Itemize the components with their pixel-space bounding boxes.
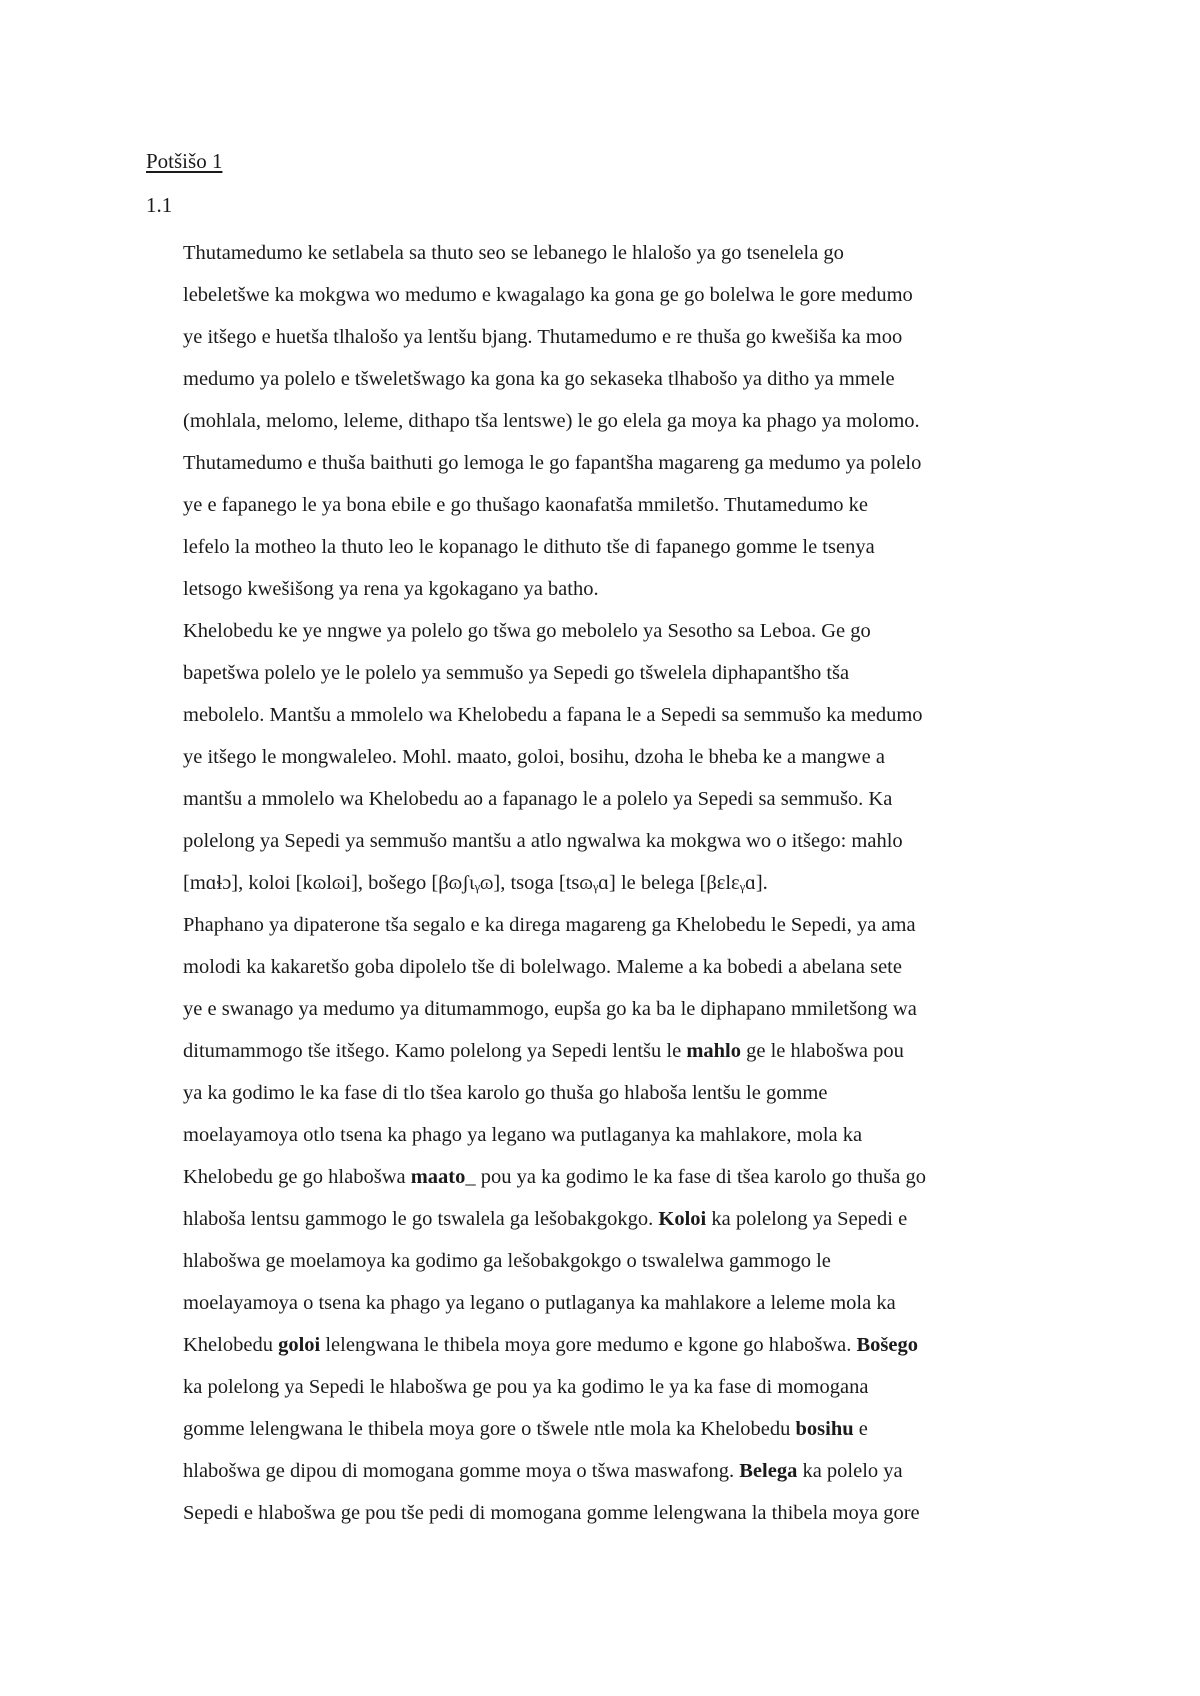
body-text: [183, 232, 1073, 1534]
text-segment: ye e swanago ya medumo ya ditumammogo, eupša go ka ba le diphapano mmiletšong wa: [183, 998, 917, 1020]
text-segment: Thutamedumo e thuša baithuti go lemoga le go fapantšha magareng ga medumo ya polelo: [183, 452, 922, 474]
bold-term: goloi: [278, 1334, 321, 1356]
text-segment: moelayamoya o tsena ka phago ya legano o putlaganya ka mahlakore a leleme mola ka: [183, 1292, 896, 1314]
text-segment: medumo ya polelo e tšweletšwago ka gona ka go sekaseka tlhabošo ya ditho ya mmele: [183, 368, 895, 390]
text-segment: lelengwana le thibela moya gore medumo e kgone go hlabošwa.: [320, 1334, 857, 1356]
text-segment: molodi ka kakaretšo goba dipolelo tše di bolelwago. Maleme a ka bobedi a abelana sete: [183, 956, 902, 978]
text-line: [183, 1324, 1073, 1366]
bold-term: Koloi: [658, 1208, 707, 1230]
text-segment: Khelobedu ge go hlabošwa: [183, 1166, 411, 1188]
text-segment: Phaphano ya dipaterone tša segalo e ka direga magareng ga Khelobedu le Sepedi, ya ama: [183, 914, 916, 936]
text-segment: Thutamedumo ke setlabela sa thuto seo se lebanego le hlalošo ya go tsenelela go: [183, 242, 844, 264]
text-segment: e: [853, 1418, 868, 1440]
bold-term: Bošego: [856, 1334, 918, 1356]
text-line: [183, 358, 1073, 400]
text-segment: mebolelo. Mantšu a mmolelo wa Khelobedu a fapana le a Sepedi sa semmušo ka medumo: [183, 704, 923, 726]
bold-term: Belega: [739, 1460, 798, 1482]
text-line: [183, 526, 1073, 568]
text-segment: (mohlala, melomo, leleme, dithapo tša lentswe) le go elela ga moya ka phago ya molomo.: [183, 410, 920, 432]
text-line: [183, 1030, 1073, 1072]
text-line: [183, 400, 1073, 442]
text-segment: hlaboša lentsu gammogo le go tswalela ga lešobakgokgo.: [183, 1208, 659, 1230]
text-line: [183, 1072, 1073, 1114]
text-line: [183, 652, 1073, 694]
text-segment: hlabošwa ge dipou di momogana gomme moya o tšwa maswafong.: [183, 1460, 740, 1482]
text-segment: ye itšego le mongwaleleo. Mohl. maato, goloi, bosihu, dzoha le bheba ke a mangwe a: [183, 746, 885, 768]
text-line: [183, 778, 1073, 820]
section-heading: Potšišo 1: [146, 149, 223, 173]
text-segment: lebeletšwe ka mokgwa wo medumo e kwagalago ka gona ge go bolelwa le gore medumo: [183, 284, 913, 306]
text-segment: letsogo kwešišong ya rena ya kgokagano ya batho.: [183, 578, 599, 600]
text-line: [183, 1282, 1073, 1324]
subsection-number: 1.1: [146, 193, 173, 217]
text-line: [183, 1450, 1073, 1492]
text-line: [183, 904, 1073, 946]
text-segment: _ pou ya ka godimo le ka fase di tšea karolo go thuša go: [465, 1166, 926, 1188]
text-segment: [mɑɬɔ], koloi [kɷlɷi], bošego [βɷʃɩᵧɷ], tsoga [tsɷᵧɑ] le belega [βɛlɛᵧɑ].: [183, 872, 768, 894]
text-line: [183, 1492, 1073, 1534]
text-line: [183, 946, 1073, 988]
text-segment: ge le hlabošwa pou: [741, 1040, 904, 1062]
text-segment: lefelo la motheo la thuto leo le kopanago le dithuto tše di fapanego gomme le tsenya: [183, 536, 875, 558]
text-segment: ditumammogo tše itšego. Kamo polelong ya Sepedi lentšu le: [183, 1040, 687, 1062]
text-line: [183, 568, 1073, 610]
text-line: [183, 988, 1073, 1030]
text-segment: polelong ya Sepedi ya semmušo mantšu a atlo ngwalwa ka mokgwa wo o itšego: mahlo: [183, 830, 903, 852]
text-line: [183, 820, 1073, 862]
text-line: [183, 862, 1073, 904]
text-line: [183, 610, 1073, 652]
text-segment: Sepedi e hlabošwa ge pou tše pedi di momogana gomme lelengwana la thibela moya gore: [183, 1502, 920, 1524]
text-line: [183, 1240, 1073, 1282]
bold-term: bosihu: [795, 1418, 854, 1440]
text-line: [183, 1114, 1073, 1156]
text-line: [183, 442, 1073, 484]
text-line: [183, 1408, 1073, 1450]
text-line: [183, 736, 1073, 778]
text-segment: bapetšwa polelo ye le polelo ya semmušo ya Sepedi go tšwelela diphapantšho tša: [183, 662, 850, 684]
text-line: [183, 316, 1073, 358]
bold-term: maato: [410, 1166, 466, 1188]
text-segment: gomme lelengwana le thibela moya gore o tšwele ntle mola ka Khelobedu: [183, 1418, 796, 1440]
text-line: [183, 484, 1073, 526]
text-line: [183, 694, 1073, 736]
text-line: [183, 1156, 1073, 1198]
text-line: [183, 1366, 1073, 1408]
text-segment: ya ka godimo le ka fase di tlo tšea karolo go thuša go hlaboša lentšu le gomme: [183, 1082, 828, 1104]
text-segment: hlabošwa ge moelamoya ka godimo ga lešobakgokgo o tswalelwa gammogo le: [183, 1250, 831, 1272]
text-segment: Khelobedu ke ye nngwe ya polelo go tšwa go mebolelo ya Sesotho sa Leboa. Ge go: [183, 620, 871, 642]
text-line: [183, 232, 1073, 274]
text-line: [183, 1198, 1073, 1240]
text-segment: Khelobedu: [183, 1334, 279, 1356]
text-segment: ye e fapanego le ya bona ebile e go thušago kaonafatša mmiletšo. Thutamedumo ke: [183, 494, 869, 516]
bold-term: mahlo: [686, 1040, 741, 1062]
text-segment: mantšu a mmolelo wa Khelobedu ao a fapanago le a polelo ya Sepedi sa semmušo. Ka: [183, 788, 893, 810]
text-line: [183, 274, 1073, 316]
text-segment: ye itšego e huetša tlhalošo ya lentšu bjang. Thutamedumo e re thuša go kwešiša ka moo: [183, 326, 903, 348]
text-segment: ka polelong ya Sepedi e: [706, 1208, 908, 1230]
text-segment: ka polelo ya: [797, 1460, 903, 1482]
text-segment: moelayamoya otlo tsena ka phago ya legano wa putlaganya ka mahlakore, mola ka: [183, 1124, 863, 1146]
text-segment: ka polelong ya Sepedi le hlabošwa ge pou ya ka godimo le ya ka fase di momogana: [183, 1376, 869, 1398]
